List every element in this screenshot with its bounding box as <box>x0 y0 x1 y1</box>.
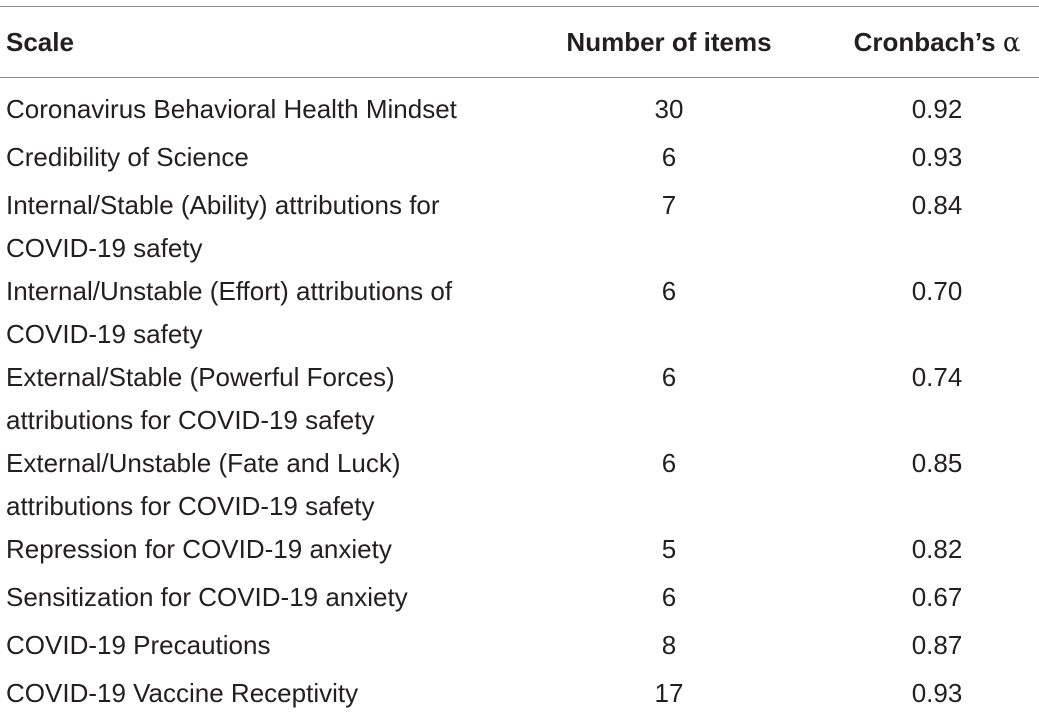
scale-cell: Credibility of Science <box>6 142 249 172</box>
items-cell: 8 <box>661 630 677 660</box>
table-body <box>0 88 1039 720</box>
scale-line: COVID-19 safety <box>6 233 203 263</box>
table-row <box>0 184 1039 270</box>
table-row <box>0 576 1039 624</box>
items-cell: 30 <box>654 94 684 124</box>
scale-cell: Repression for COVID-19 anxiety <box>6 534 392 564</box>
table-row <box>0 136 1039 184</box>
alpha-symbol: α <box>1002 28 1021 58</box>
items-cell: 6 <box>661 582 677 612</box>
alpha-cell: 0.70 <box>911 276 963 306</box>
scale-cell <box>6 270 526 356</box>
header-alpha-text: Cronbach’s <box>853 27 1003 57</box>
table-row <box>0 442 1039 528</box>
scale-cell <box>6 442 526 528</box>
table-row <box>0 356 1039 442</box>
scale-cell: Coronavirus Behavioral Health Mindset <box>6 94 457 124</box>
items-cell: 6 <box>661 276 677 306</box>
scale-line: attributions for COVID-19 safety <box>6 405 375 435</box>
alpha-cell: 0.82 <box>911 534 963 564</box>
items-cell: 5 <box>661 534 677 564</box>
scale-cell: Sensitization for COVID-19 anxiety <box>6 582 408 612</box>
alpha-cell: 0.87 <box>911 630 963 660</box>
table-row <box>0 624 1039 672</box>
items-cell: 17 <box>654 678 684 708</box>
scale-cell: COVID-19 Vaccine Receptivity <box>6 678 359 708</box>
alpha-cell: 0.85 <box>911 448 963 478</box>
table-header-rule <box>0 77 1039 78</box>
scale-line: COVID-19 safety <box>6 319 203 349</box>
alpha-cell: 0.74 <box>911 362 963 392</box>
scale-cell <box>6 356 526 442</box>
scale-cell: COVID-19 Precautions <box>6 630 271 660</box>
alpha-cell: 0.92 <box>911 94 963 124</box>
header-scale: Scale <box>6 27 74 57</box>
scale-line: External/Unstable (Fate and Luck) <box>6 448 401 478</box>
items-cell: 6 <box>661 362 677 392</box>
alpha-cell: 0.84 <box>911 190 963 220</box>
alpha-cell: 0.93 <box>911 142 963 172</box>
table-row <box>0 270 1039 356</box>
table-row <box>0 672 1039 720</box>
scale-cell <box>6 184 526 270</box>
table-header-row <box>0 7 1039 77</box>
alpha-cell: 0.67 <box>911 582 963 612</box>
items-cell: 7 <box>661 190 677 220</box>
scale-line: Internal/Unstable (Effort) attributions of <box>6 276 453 306</box>
items-cell: 6 <box>661 448 677 478</box>
table-row <box>0 88 1039 136</box>
items-cell: 6 <box>661 142 677 172</box>
alpha-cell: 0.93 <box>911 678 963 708</box>
scale-line: attributions for COVID-19 safety <box>6 491 375 521</box>
table-row <box>0 528 1039 576</box>
scale-line: External/Stable (Powerful Forces) <box>6 362 395 392</box>
header-cronbachs-alpha <box>842 23 1032 62</box>
header-number-of-items: Number of items <box>566 27 772 57</box>
scale-line: Internal/Stable (Ability) attributions for <box>6 190 440 220</box>
